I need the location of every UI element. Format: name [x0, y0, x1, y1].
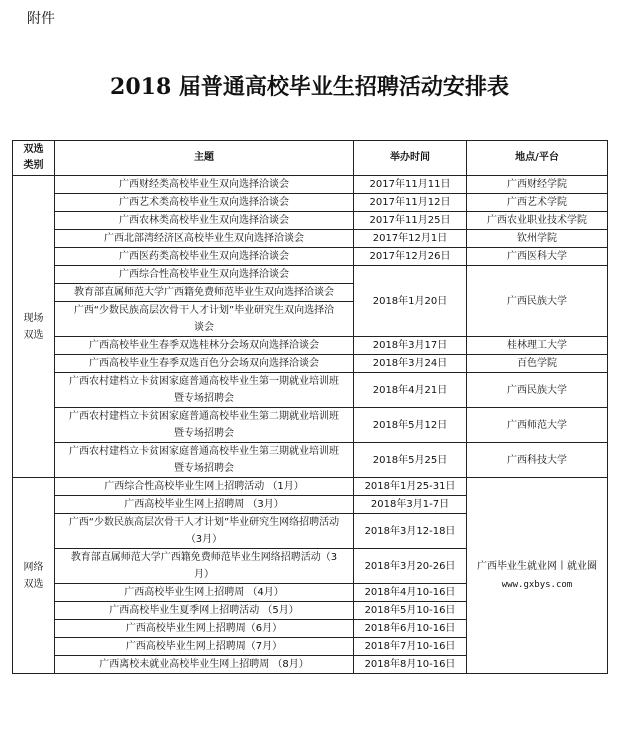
time-cell: 2018年1月25-31日: [354, 478, 467, 496]
time-cell: 2017年12月26日: [354, 248, 467, 266]
topic-cell: 广西综合性高校毕业生双向选择洽谈会: [55, 266, 354, 284]
topic-cell: 广西高校毕业生网上招聘周（6月）: [55, 620, 354, 638]
place-cell: 广西医科大学: [467, 248, 608, 266]
time-cell: 2018年4月21日: [354, 373, 467, 408]
time-cell: 2018年7月10-16日: [354, 638, 467, 656]
time-cell: 2018年5月12日: [354, 408, 467, 443]
table-row: [13, 248, 608, 266]
place-cell: 钦州学院: [467, 230, 608, 248]
table-header-row: [13, 141, 608, 176]
col-topic: 主题: [55, 141, 354, 176]
topic-cell: 广西医药类高校毕业生双向选择洽谈会: [55, 248, 354, 266]
time-cell: 2017年11月12日: [354, 194, 467, 212]
time-cell: 2017年11月25日: [354, 212, 467, 230]
time-cell: 2017年11月11日: [354, 176, 467, 194]
col-category: 双选 类别: [13, 141, 55, 176]
platform-name: 广西毕业生就业网丨就业圈: [477, 560, 597, 572]
time-cell: 2018年3月20-26日: [354, 549, 467, 584]
topic-cell: 广西“少数民族高层次骨干人才计划”毕业研究生双向选择洽谈会: [55, 302, 354, 337]
table-row: [13, 443, 608, 478]
table-row: [13, 337, 608, 355]
table-row: [13, 176, 608, 194]
table-row: [13, 266, 608, 284]
topic-cell: 广西农村建档立卡贫困家庭普通高校毕业生第一期就业培训班暨专场招聘会: [55, 373, 354, 408]
topic-cell: 广西“少数民族高层次骨干人才计划”毕业研究生网络招聘活动（3月）: [55, 514, 354, 549]
place-cell-merged: 广西民族大学: [467, 266, 608, 337]
table-row: [13, 478, 608, 496]
topic-cell: 广西高校毕业生网上招聘周 （4月）: [55, 584, 354, 602]
topic-cell: 广西综合性高校毕业生网上招聘活动 （1月）: [55, 478, 354, 496]
time-cell: 2018年3月1-7日: [354, 496, 467, 514]
place-cell: 广西农业职业技术学院: [467, 212, 608, 230]
topic-cell: 广西北部湾经济区高校毕业生双向选择洽谈会: [55, 230, 354, 248]
topic-cell: 广西农村建档立卡贫困家庭普通高校毕业生第二期就业培训班暨专场招聘会: [55, 408, 354, 443]
website-link[interactable]: www.gxbys.com: [501, 579, 573, 590]
topic-cell: 广西财经类高校毕业生双向选择洽谈会: [55, 176, 354, 194]
topic-cell: 广西艺术类高校毕业生双向选择洽谈会: [55, 194, 354, 212]
time-cell: 2018年3月17日: [354, 337, 467, 355]
place-cell: 广西艺术学院: [467, 194, 608, 212]
attachment-label: 附件: [27, 11, 55, 27]
time-cell: 2018年6月10-16日: [354, 620, 467, 638]
topic-cell: 广西高校毕业生春季双选百色分会场双向选择洽谈会: [55, 355, 354, 373]
topic-cell: 广西高校毕业生网上招聘周（7月）: [55, 638, 354, 656]
time-cell: 2018年4月10-16日: [354, 584, 467, 602]
time-cell: 2018年8月10-16日: [354, 656, 467, 674]
topic-cell: 广西高校毕业生春季双选桂林分会场双向选择洽谈会: [55, 337, 354, 355]
col-time: 举办时间: [354, 141, 467, 176]
platform-cell: [467, 478, 608, 674]
topic-cell: 广西农林类高校毕业生双向选择洽谈会: [55, 212, 354, 230]
time-cell: 2018年3月24日: [354, 355, 467, 373]
time-cell: 2018年3月12-18日: [354, 514, 467, 549]
topic-cell: 教育部直属师范大学广西籍免费师范毕业生网络招聘活动（3月）: [55, 549, 354, 584]
table-row: [13, 230, 608, 248]
topic-cell: 广西高校毕业生网上招聘周 （3月）: [55, 496, 354, 514]
schedule-table: [12, 140, 608, 674]
place-cell: 广西财经学院: [467, 176, 608, 194]
place-cell: 广西民族大学: [467, 373, 608, 408]
place-cell: 桂林理工大学: [467, 337, 608, 355]
topic-cell: 教育部直属师范大学广西籍免费师范毕业生双向选择洽谈会: [55, 284, 354, 302]
col-place: 地点/平台: [467, 141, 608, 176]
table-row: [13, 355, 608, 373]
time-cell-merged: 2018年1月20日: [354, 266, 467, 337]
category-online: 网络 双选: [13, 478, 55, 674]
table-row: [13, 373, 608, 408]
place-cell: 广西科技大学: [467, 443, 608, 478]
time-cell: 2018年5月25日: [354, 443, 467, 478]
time-cell: 2017年12月1日: [354, 230, 467, 248]
topic-cell: 广西离校未就业高校毕业生网上招聘周 （8月）: [55, 656, 354, 674]
time-cell: 2018年5月10-16日: [354, 602, 467, 620]
category-onsite: 现场 双选: [13, 176, 55, 478]
place-cell: 百色学院: [467, 355, 608, 373]
topic-cell: 广西农村建档立卡贫困家庭普通高校毕业生第三期就业培训班暨专场招聘会: [55, 443, 354, 478]
topic-cell: 广西高校毕业生夏季网上招聘活动 （5月）: [55, 602, 354, 620]
table-row: [13, 194, 608, 212]
table-row: [13, 408, 608, 443]
table-row: [13, 212, 608, 230]
place-cell: 广西师范大学: [467, 408, 608, 443]
page-title: 2018 届普通高校毕业生招聘活动安排表: [110, 74, 509, 100]
